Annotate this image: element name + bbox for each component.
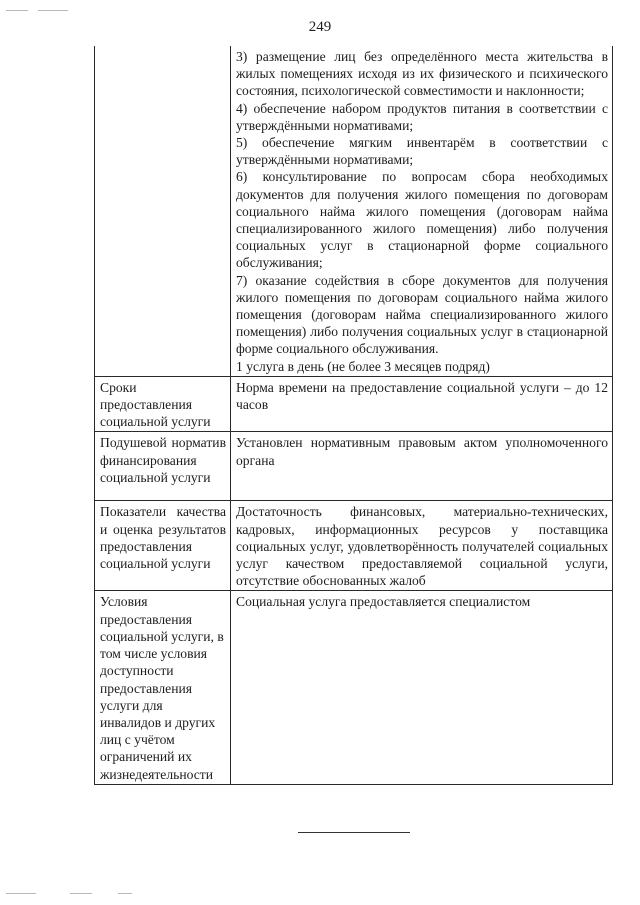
row-label-cell <box>95 591 231 784</box>
row-content-cell <box>231 501 613 591</box>
page-number: 249 <box>308 19 332 35</box>
scan-mark <box>38 10 68 11</box>
service-table <box>94 46 613 785</box>
row-label: Подушевой норматив финансирования социальной услуги <box>100 435 226 485</box>
row-label-cell <box>95 432 231 501</box>
row-content: Социальная услуга предоставляется специалистом <box>236 594 531 610</box>
service-item: 6) консультирование по вопросам сбора необходимых документов для получения жилого помещения по договорам социального найма жилого помещения (договорам найма специализированного жилого помещения) либо получения социальных услуг в стационарной форме социального обслуживания; <box>236 169 608 271</box>
table-row <box>95 591 613 784</box>
scan-mark <box>118 893 132 894</box>
row-content-cell <box>231 46 613 376</box>
table-row <box>95 501 613 591</box>
service-frequency: 1 услуга в день (не более 3 месяцев подряд) <box>236 358 490 374</box>
row-content: Установлен нормативным правовым актом уполномоченного органа <box>236 435 608 468</box>
row-label-cell <box>95 501 231 591</box>
scan-mark <box>70 893 92 894</box>
row-content: Достаточность финансовых, материально-технических, кадровых, информационных ресурсов у поставщика социальных услуг, удовлетворённость получателей социальных услуг качеством предоставляемой социальной услуги, отсутствие обоснованных жалоб <box>236 504 608 589</box>
row-content: Норма времени на предоставление социальной услуги – до 12 часов <box>236 379 608 413</box>
scan-mark <box>6 10 28 11</box>
row-content-cell <box>231 376 613 432</box>
row-label: Условия предоставления социальной услуги, в том числе условия доступности предоставления услуги для инвалидов и других лиц с учётом ограничений их жизнедеятельности <box>100 594 224 782</box>
row-content-cell <box>231 591 613 784</box>
scan-mark <box>6 893 36 894</box>
service-item: 7) оказание содействия в сборе документов для получения жилого помещения по договорам социального найма жилого помещения (договорам найма специализированного жилого помещения) либо получения социальных услуг в стационарной форме социального обслуживания. <box>236 272 608 357</box>
row-label: Сроки предоставления социальной услуги <box>100 379 211 430</box>
row-label: Показатели качества и оценка результатов предоставления социальной услуги <box>100 504 226 572</box>
service-item: 5) обеспечение мягким инвентарём в соответствии с утверждёнными нормативами; <box>236 135 608 168</box>
table-row <box>95 46 613 376</box>
table-row <box>95 432 613 501</box>
row-label-cell <box>95 376 231 432</box>
table-row <box>95 376 613 432</box>
row-label-cell <box>95 46 231 376</box>
row-content-cell <box>231 432 613 501</box>
footer-rule <box>298 832 410 833</box>
service-item: 4) обеспечение набором продуктов питания в соответствии с утверждёнными нормативами; <box>236 100 608 133</box>
service-item: 3) размещение лиц без определённого места жительства в жилых помещениях исходя из их физического и психического состояния, психологической совместимости и наклонности; <box>236 49 608 99</box>
